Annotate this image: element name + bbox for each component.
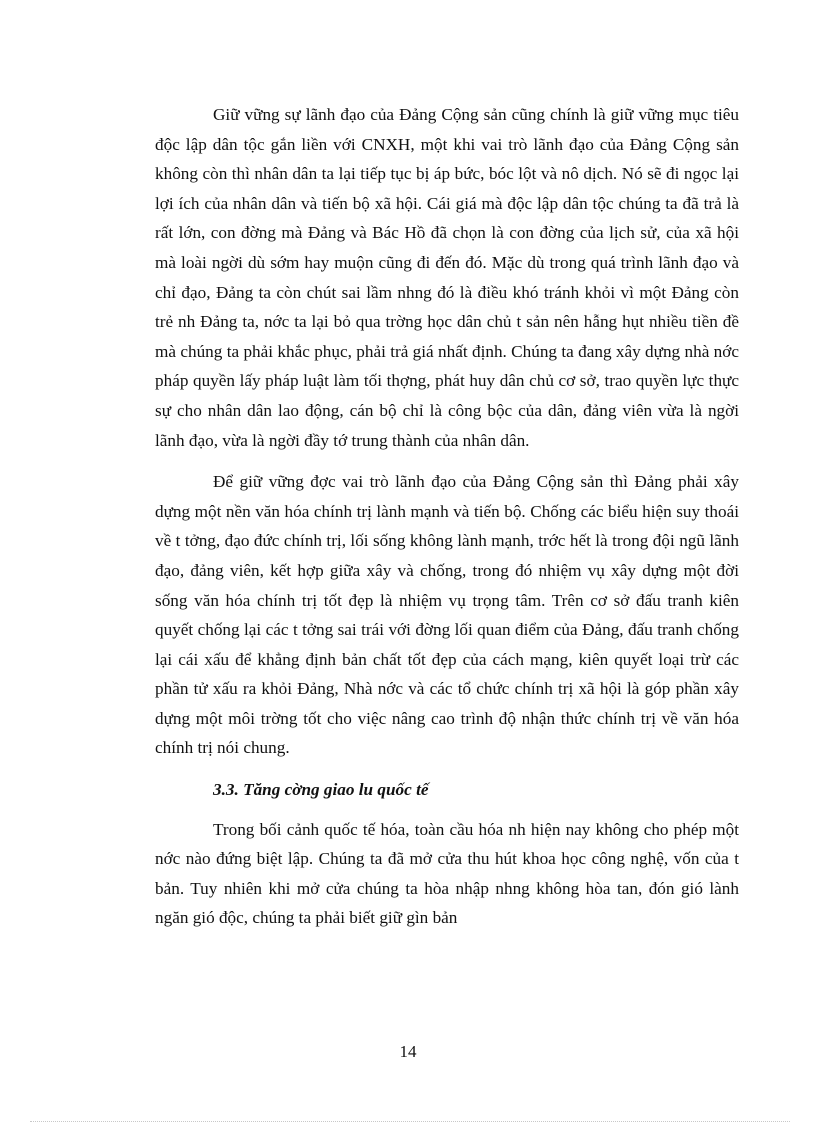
section-heading: 3.3. Tăng cờng giao lu quốc tế	[213, 780, 429, 800]
page-number: 14	[399, 1042, 417, 1061]
paragraph-2: Để giữ vững đợc vai trò lãnh đạo của Đảng Cộng sản thì Đảng phải xây dựng một nền văn hóa chính trị lành mạnh và tiến bộ. Chống các biểu hiện suy thoái về t tởng, đạo đức chính trị, lối sống không lành mạnh, trớc hết là trong đội ngũ lãnh đạo, đảng viên, kết hợp giữa xây và chống, trong đó nhiệm vụ xây dựng một đời sống văn hóa chính trị tốt đẹp là nhiệm vụ trọng tâm. Trên cơ sở đấu tranh kiên quyết chống lại các t tởng sai trái với đờng lối quan điểm của Đảng, đấu tranh chống lại cái xấu để khẳng định bản chất tốt đẹp của cách mạng, kiên quyết loại trừ các phần tử xấu ra khỏi Đảng, Nhà nớc và các tổ chức chính trị xã hội là góp phần xây dựng một môi trờng tốt cho việc nâng cao trình độ nhận thức chính trị về văn hóa chính trị nói chung.	[155, 472, 739, 758]
page-bottom-divider	[30, 1121, 790, 1122]
paragraph-3: Trong bối cảnh quốc tế hóa, toàn cầu hóa nh hiện nay không cho phép một nớc nào đứng biệt lập. Chúng ta đã mở cửa thu hút khoa học công nghệ, vốn của t bản. Tuy nhiên khi mở cửa chúng ta hòa nhập nhng không hòa tan, đón gió lành ngăn gió độc, chúng ta phải biết giữ gìn bản	[155, 819, 739, 928]
paragraph-1: Giữ vững sự lãnh đạo của Đảng Cộng sản cũng chính là giữ vững mục tiêu độc lập dân tộc gắn liền với CNXH, một khi vai trò lãnh đạo của Đảng Cộng sản không còn thì nhân dân ta lại tiếp tục bị áp bức, bóc lột và nô dịch. Nó sẽ đi ngọc lại lợi ích của nhân dân và tiến bộ xã hội. Cái giá mà độc lập dân tộc chúng ta đã trả là rất lớn, con đờng mà Đảng và Bác Hồ đã chọn là con đờng của lịch sử, của xã hội mà loài ngời dù sớm hay muộn cũng đi đến đó. Mặc dù trong quá trình lãnh đạo và chỉ đạo, Đảng ta còn chút sai lầm nhng đó là điều khó tránh khỏi vì một Đảng còn trẻ nh Đảng ta, nớc ta lại bỏ qua trờng học dân chủ t sản nên hẫng hụt nhiều tiền đề mà chúng ta phải khắc phục, phải trả giá nhất định. Chúng ta đang xây dựng nhà nớc pháp quyền lấy pháp luật làm tối thợng, phát huy dân chủ cơ sở, trao quyền lực thực sự cho nhân dân lao động, cán bộ chỉ là công bộc của dân, đảng viên vừa là ngời lãnh đạo, vừa là ngời đầy tớ trung thành của nhân dân.	[155, 105, 739, 450]
document-body	[155, 100, 739, 945]
